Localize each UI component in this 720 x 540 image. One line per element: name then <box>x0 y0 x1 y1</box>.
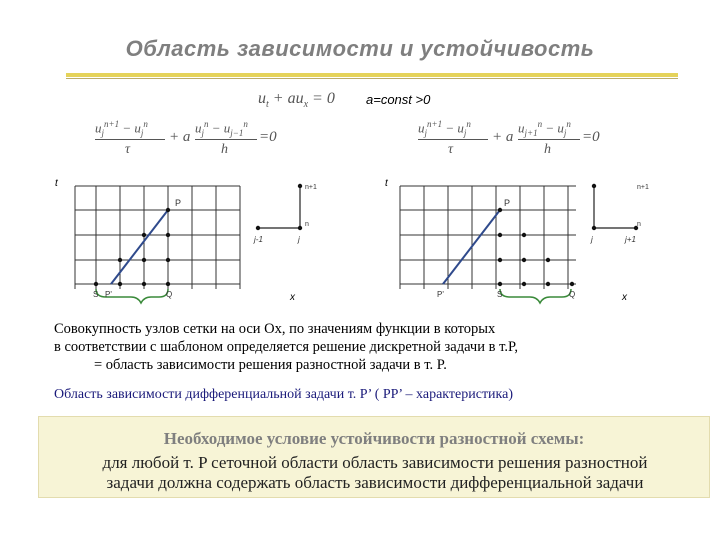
left-node <box>118 282 122 286</box>
condition-line-2: задачи должна содержать область зависимости дифференциальной задачи <box>106 473 644 492</box>
right-node <box>498 233 502 237</box>
slide-title: Область зависимости и устойчивость <box>125 36 595 61</box>
left-stencil-right: j <box>298 235 300 244</box>
paragraph-line-2: в соответствии с шаблоном определяется решение дискретной задачи в т.P, <box>54 339 519 355</box>
left-node <box>118 258 122 262</box>
right-node-q <box>570 282 574 286</box>
condition-line-1: для любой т. P сеточной области область зависимости решения разностной <box>102 453 648 472</box>
right-node <box>498 258 502 262</box>
left-node <box>142 282 146 286</box>
left-label-p-prime: P' <box>105 290 112 299</box>
right-node <box>522 282 526 286</box>
right-node <box>546 258 550 262</box>
right-node-s <box>498 282 502 286</box>
right-node-p <box>498 208 502 212</box>
paragraph-line-3: = область зависимости решения разностной задачи в т. P. <box>94 357 447 373</box>
left-label-q: Q <box>166 290 173 299</box>
constant-label: a=const >0 <box>366 92 431 107</box>
left-stencil-left: j-1 <box>254 235 263 244</box>
left-node-q <box>166 282 170 286</box>
pde-equation: $u_t + au_x = 0$ <box>258 90 335 111</box>
left-node <box>166 233 170 237</box>
left-node-s <box>94 282 98 286</box>
right-stencil-left: j <box>591 235 593 244</box>
scheme-left-formula: $u_j^{n+1} - u_j^n$ τ + a $u_j^n - u_{j-1}^n$ h =0 <box>95 119 277 157</box>
right-grid <box>400 186 576 289</box>
right-stencil-top: n+1 <box>637 184 649 191</box>
right-node <box>522 233 526 237</box>
left-nodes <box>94 208 170 286</box>
left-grid <box>75 186 240 289</box>
right-stencil <box>594 186 636 228</box>
right-stencil-n: n <box>637 221 641 228</box>
right-brace <box>500 289 571 303</box>
right-label-q: Q <box>569 290 576 299</box>
left-node-p <box>166 208 170 212</box>
right-label-s: S <box>497 290 503 299</box>
paragraph-line-1: Совокупность узлов сетки на оси Ox, по значениям функции в которых <box>54 321 496 337</box>
right-label-p: P <box>504 198 511 208</box>
left-axis-t: t <box>55 178 58 189</box>
right-node <box>522 258 526 262</box>
scheme-right-formula: $u_j^{n+1} - u_j^n$ τ + a $u_{j+1}^n - u_j^n$ h =0 <box>418 119 600 157</box>
left-stencil <box>258 186 300 228</box>
left-label-s: S <box>93 290 99 299</box>
condition-heading: Необходимое условие устойчивости разностной схемы: <box>163 429 585 448</box>
left-node <box>142 233 146 237</box>
right-label-p-prime: P' <box>437 290 444 299</box>
right-diagram <box>385 178 649 303</box>
right-node <box>546 282 550 286</box>
left-label-p: P <box>175 198 182 208</box>
left-stencil-top: n+1 <box>305 184 317 191</box>
right-stencil-right: j+1 <box>625 235 636 244</box>
right-nodes <box>498 208 574 286</box>
right-axis-t: t <box>385 178 388 189</box>
left-diagram <box>55 178 317 303</box>
left-stencil-n: n <box>305 221 309 228</box>
dependency-line: Область зависимости дифференциальной задачи т. P’ ( PP’ – характеристика) <box>54 387 514 402</box>
left-node <box>166 258 170 262</box>
right-axis-x: x <box>622 292 627 303</box>
stability-condition-box <box>38 416 710 498</box>
left-node <box>142 258 146 262</box>
left-axis-x: x <box>290 292 295 303</box>
